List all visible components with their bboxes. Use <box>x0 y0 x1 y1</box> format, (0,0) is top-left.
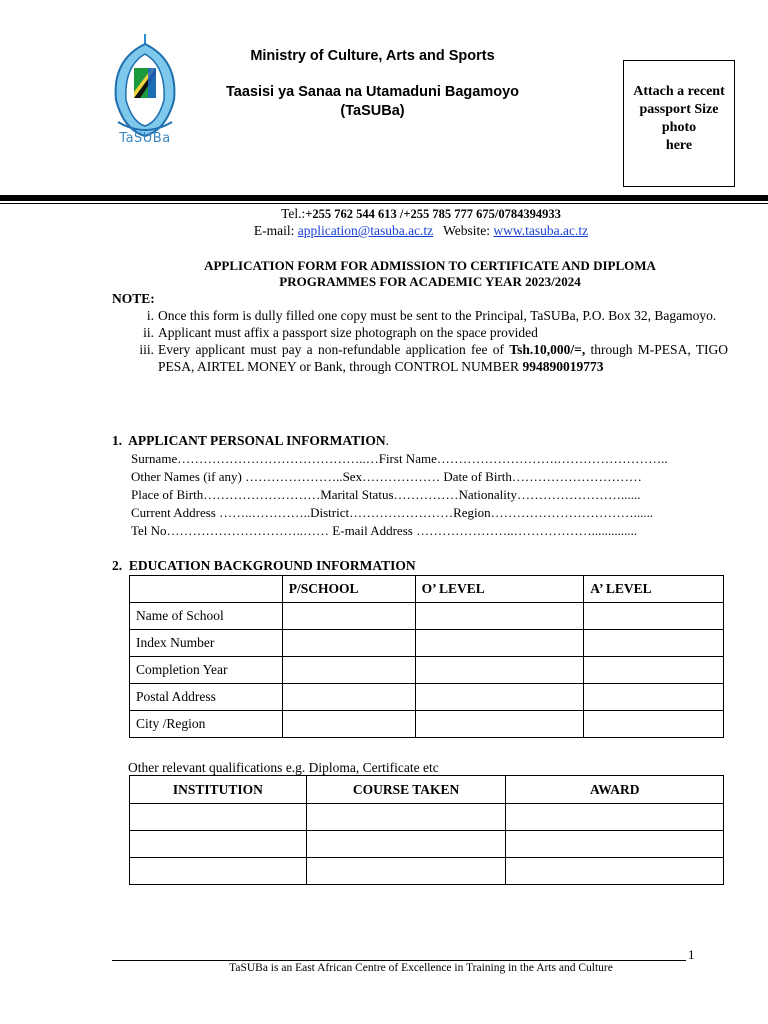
row-label: Postal Address <box>130 684 283 711</box>
input-cell[interactable] <box>306 804 506 831</box>
row-label: Index Number <box>130 630 283 657</box>
email-website-line <box>0 222 768 239</box>
section-1-title: APPLICANT PERSONAL INFORMATION <box>128 433 386 448</box>
control-number: 994890019773 <box>522 359 604 374</box>
table-row <box>130 657 724 684</box>
photo-box-line-4: here <box>665 138 693 153</box>
input-cell[interactable] <box>415 657 584 684</box>
table-header: P/SCHOOL <box>282 576 415 603</box>
other-qualifications-label: Other relevant qualifications e.g. Diploma, Certificate etc <box>128 760 439 775</box>
form-title <box>160 258 700 290</box>
table-row <box>130 711 724 738</box>
input-cell[interactable] <box>282 603 415 630</box>
field-line-tel[interactable]: Tel No…………………………..…… E-mail Address …………………..……………….............. <box>131 523 638 538</box>
input-cell[interactable] <box>584 657 724 684</box>
input-cell[interactable] <box>282 684 415 711</box>
table-row <box>130 630 724 657</box>
email-label: E-mail: <box>253 223 298 238</box>
table-header: AWARD <box>506 776 724 804</box>
section-2-title: EDUCATION BACKGROUND INFORMATION <box>128 558 416 573</box>
field-line-other-names[interactable]: Other Names (if any) …………………..Sex……………… Date of Birth………………………… <box>131 469 642 484</box>
section-2-number: 2. <box>112 558 123 573</box>
photo-box-line-3: photo <box>661 120 697 135</box>
photo-box-line-2: passport Size <box>639 102 719 117</box>
table-header <box>130 576 283 603</box>
table-row <box>130 603 724 630</box>
table-header: A’ LEVEL <box>584 576 724 603</box>
header-divider-thin <box>0 203 768 204</box>
application-fee: Tsh.10,000/=, <box>509 342 586 357</box>
input-cell[interactable] <box>415 630 584 657</box>
qualifications-table <box>129 775 724 885</box>
table-header-row <box>130 576 724 603</box>
note-text: Once this form is dully filled one copy must be sent to the Principal, TaSUBa, P.O. Box 32, Bagamoyo. <box>158 308 717 323</box>
section-1-number: 1. <box>112 433 123 448</box>
ministry-name: Ministry of Culture, Arts and Sports <box>250 48 495 64</box>
section-2-heading <box>112 557 416 574</box>
input-cell[interactable] <box>584 684 724 711</box>
input-cell[interactable] <box>130 804 307 831</box>
note-number: ii. <box>143 325 154 340</box>
tasuba-logo <box>104 30 186 155</box>
note-item-3 <box>112 341 728 375</box>
field-line-place-of-birth[interactable]: Place of Birth………………………Marital Status……………Nationality……………………...... <box>131 487 641 502</box>
table-row <box>130 804 724 831</box>
page-number: 1 <box>688 947 695 962</box>
row-label: Completion Year <box>130 657 283 684</box>
input-cell[interactable] <box>130 858 307 885</box>
input-cell[interactable] <box>506 831 724 858</box>
note-text: Every applicant must pay a non-refundable application fee of <box>158 342 510 357</box>
telephone-line <box>0 205 768 223</box>
input-cell[interactable] <box>306 831 506 858</box>
logo-text: TaSUBa <box>119 131 171 146</box>
note-number: i. <box>146 308 154 323</box>
table-row <box>130 858 724 885</box>
passport-photo-box <box>623 60 735 187</box>
email-link[interactable]: application@tasuba.ac.tz <box>297 223 434 238</box>
table-header: INSTITUTION <box>130 776 307 804</box>
field-line-surname[interactable]: Surname……………………………………..…First Name……………………….…………………….. <box>131 451 668 466</box>
education-table <box>129 575 724 738</box>
section-1-heading <box>112 432 389 449</box>
note-text: Applicant must affix a passport size photograph on the space provided <box>158 325 538 340</box>
row-label: Name of School <box>130 603 283 630</box>
input-cell[interactable] <box>306 858 506 885</box>
note-number: iii. <box>139 342 154 357</box>
note-item-2 <box>112 324 728 341</box>
personal-info-fields <box>131 450 731 540</box>
row-label: City /Region <box>130 711 283 738</box>
section-1-suffix: . <box>385 433 390 448</box>
website-link[interactable]: www.tasuba.ac.tz <box>493 223 589 238</box>
header-divider-thick <box>0 195 768 201</box>
input-cell[interactable] <box>415 603 584 630</box>
field-line-current-address[interactable]: Current Address ……..…………..District……………………Region……………………………...... <box>131 505 654 520</box>
note-heading: NOTE: <box>112 291 155 306</box>
input-cell[interactable] <box>584 630 724 657</box>
table-header: COURSE TAKEN <box>306 776 506 804</box>
notes-section <box>112 290 728 375</box>
input-cell[interactable] <box>506 804 724 831</box>
tel-numbers: +255 762 544 613 /+255 785 777 675/0784394933 <box>305 207 561 221</box>
input-cell[interactable] <box>415 711 584 738</box>
input-cell[interactable] <box>584 603 724 630</box>
input-cell[interactable] <box>584 711 724 738</box>
input-cell[interactable] <box>415 684 584 711</box>
table-header: O’ LEVEL <box>415 576 584 603</box>
input-cell[interactable] <box>282 711 415 738</box>
footer-tagline: TaSUBa is an East African Centre of Excellence in Training in the Arts and Culture <box>229 962 613 974</box>
note-text-cont: through M-PESA, TIGO PESA, AIRTEL MONEY or Bank, through CONTROL NUMBER <box>158 342 728 374</box>
footer-rule <box>112 960 686 961</box>
institute-name: Taasisi ya Sanaa na Utamaduni Bagamoyo <box>225 84 520 100</box>
note-item-1 <box>112 307 728 324</box>
table-row <box>130 684 724 711</box>
institute-abbr: (TaSUBa) <box>340 103 405 119</box>
table-header-row <box>130 776 724 804</box>
form-title-line-2: PROGRAMMES FOR ACADEMIC YEAR 2023/2024 <box>279 274 581 289</box>
website-label: Website: <box>443 223 494 238</box>
input-cell[interactable] <box>130 831 307 858</box>
input-cell[interactable] <box>506 858 724 885</box>
input-cell[interactable] <box>282 657 415 684</box>
table-row <box>130 831 724 858</box>
photo-box-line-1: Attach a recent <box>633 84 725 99</box>
form-title-line-1: APPLICATION FORM FOR ADMISSION TO CERTIFICATE AND DIPLOMA <box>204 258 656 273</box>
tel-prefix: Tel.: <box>281 206 306 221</box>
input-cell[interactable] <box>282 630 415 657</box>
